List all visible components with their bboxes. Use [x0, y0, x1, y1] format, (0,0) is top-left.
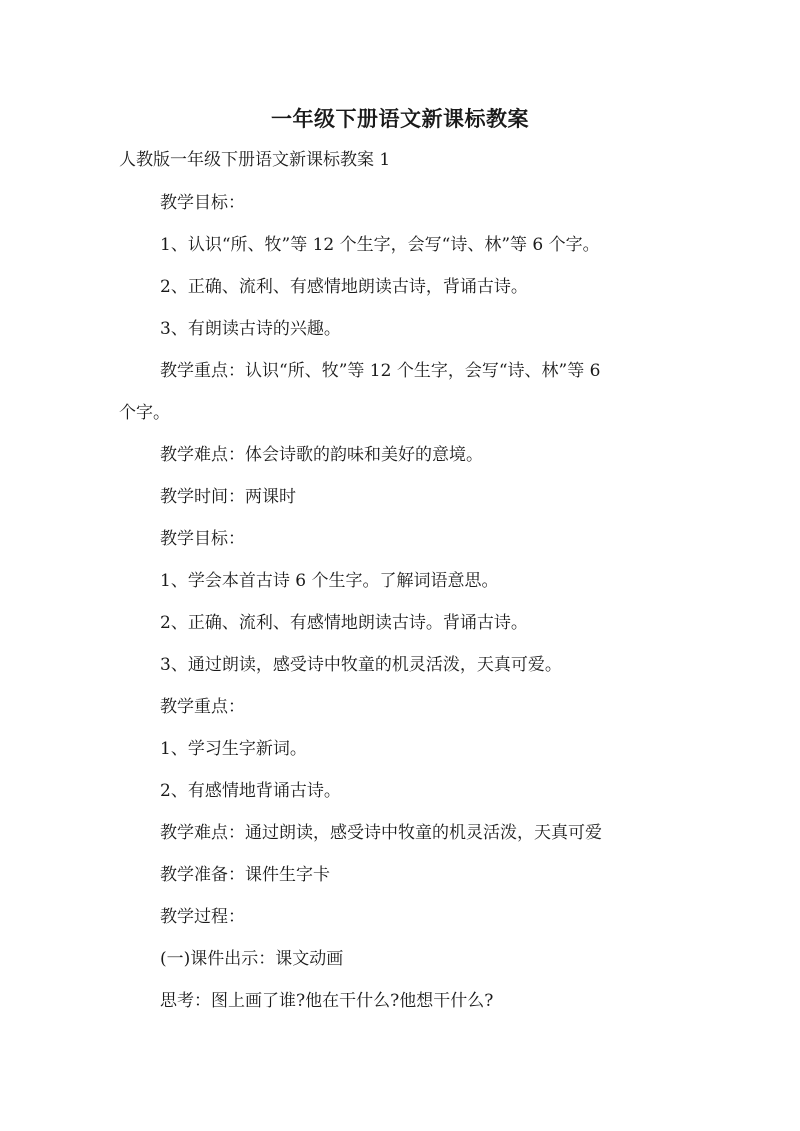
paragraph: 2、正确、流利、有感情地朗读古诗。背诵古诗。: [160, 613, 528, 633]
paragraph: (一)课件出示：课文动画: [160, 949, 344, 969]
paragraph: 思考：图上画了谁?他在干什么?他想干什么?: [160, 991, 494, 1011]
paragraph-continuation: 个字。: [119, 403, 170, 423]
paragraph: 教学目标：: [160, 529, 245, 549]
paragraph: 教学难点：体会诗歌的韵味和美好的意境。: [160, 445, 483, 465]
paragraph: 教学难点：通过朗读，感受诗中牧童的机灵活泼，天真可爱: [160, 823, 602, 843]
paragraph: 教学重点：: [160, 697, 245, 717]
paragraph: 3、有朗读古诗的兴趣。: [160, 319, 341, 339]
paragraph: 2、有感情地背诵古诗。: [160, 781, 341, 801]
paragraph: 教学目标：: [160, 193, 245, 213]
paragraph: 1、学会本首古诗 6 个生字。了解词语意思。: [160, 571, 499, 591]
paragraph: 1、学习生字新词。: [160, 739, 307, 759]
document-title: 一年级下册语文新课标教案: [271, 106, 529, 131]
paragraph: 教学准备：课件生字卡: [160, 865, 330, 885]
paragraph: 2、正确、流利、有感情地朗读古诗，背诵古诗。: [160, 277, 528, 297]
paragraph: 教学过程：: [160, 907, 245, 927]
paragraph-subtitle: 人教版一年级下册语文新课标教案 1: [119, 150, 391, 170]
paragraph: 3、通过朗读，感受诗中牧童的机灵活泼，天真可爱。: [160, 655, 562, 675]
paragraph: 教学时间：两课时: [160, 487, 296, 507]
paragraph: 教学重点：认识“所、牧”等 12 个生字，会写“诗、林”等 6: [160, 361, 601, 381]
paragraph: 1、认识“所、牧”等 12 个生字，会写“诗、林”等 6 个字。: [160, 235, 600, 255]
